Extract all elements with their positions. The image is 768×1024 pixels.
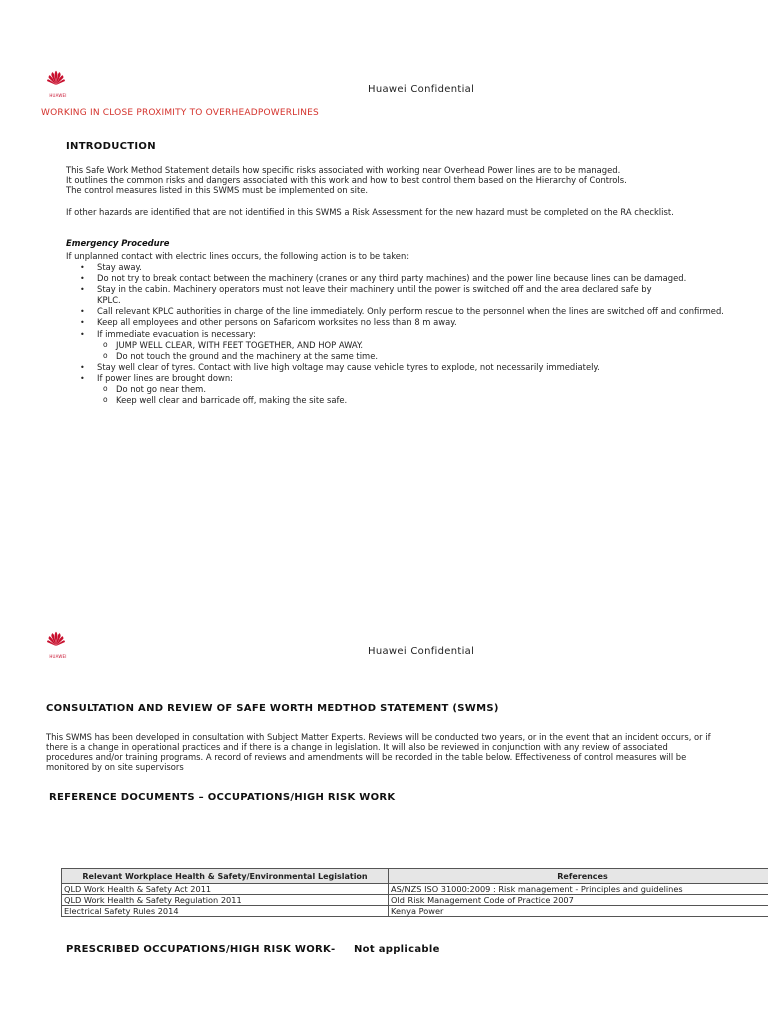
consultation-paragraph: [46, 732, 711, 772]
list-item: • Keep all employees and other persons on Safaricom worksites no less than 8 m away.: [64, 317, 764, 328]
reference-heading: REFERENCE DOCUMENTS – OCCUPATIONS/HIGH RISK WORK: [49, 792, 396, 803]
huawei-logo: [46, 628, 70, 659]
table-cell: AS/NZS ISO 31000:2009 : Risk management - Principles and guidelines: [389, 884, 768, 895]
sub-list-item: o Keep well clear and barricade off, making the site safe.: [64, 395, 764, 406]
list-item: • Stay away.: [64, 262, 764, 273]
consultation-line: monitored by on site supervisors: [46, 762, 184, 772]
table-cell: Old Risk Management Code of Practice 2007: [389, 895, 768, 906]
table-row: [62, 906, 768, 917]
table-cell: QLD Work Health & Safety Regulation 2011: [62, 895, 389, 906]
intro-paragraph: [66, 165, 627, 195]
emergency-list: [64, 262, 764, 406]
list-item-continuation: KPLC.: [97, 295, 121, 306]
intro-line: The control measures listed in this SWMS must be implemented on site.: [66, 185, 369, 195]
consultation-heading: CONSULTATION AND REVIEW OF SAFE WORTH MEDTHOD STATEMENT (SWMS): [46, 703, 499, 714]
huawei-logo: [46, 67, 70, 98]
consultation-line: procedures and/or training programs. A record of reviews and amendments will be recorded in the table below. Effectiveness of control measures will be: [46, 752, 687, 762]
table-cell: QLD Work Health & Safety Act 2011: [62, 884, 389, 895]
prescribed-value: Not applicable: [354, 944, 440, 955]
emergency-intro: If unplanned contact with electric lines occurs, the following action is to be taken:: [66, 251, 410, 261]
huawei-logo-icon: [46, 628, 66, 650]
prescribed-occupations-label: PRESCRIBED OCCUPATIONS/HIGH RISK WORK: [66, 944, 332, 955]
sub-list-item: o JUMP WELL CLEAR, WITH FEET TOGETHER, AND HOP AWAY.: [64, 340, 764, 351]
other-hazards-paragraph: If other hazards are identified that are not identified in this SWMS a Risk Assessment for the new hazard must be completed on the RA checklist.: [66, 207, 674, 217]
intro-line: It outlines the common risks and dangers associated with this work and how to best control them based on the Hierarchy of Controls.: [66, 175, 627, 185]
logo-text: HUAWEI: [49, 654, 67, 659]
table-cell: Kenya Power: [389, 906, 768, 917]
page-header-confidential: Huawei Confidential: [368, 646, 475, 657]
huawei-logo-icon: [46, 67, 66, 89]
sub-list-item: o Do not go near them.: [64, 384, 764, 395]
column-header: References: [389, 869, 768, 884]
document-title: WORKING IN CLOSE PROXIMITY TO OVERHEADPOWERLINES: [41, 108, 319, 118]
logo-text: HUAWEI: [49, 93, 67, 98]
consultation-line: This SWMS has been developed in consultation with Subject Matter Experts. Reviews will be conducted two years, or in the event that an incident occurs, or if: [46, 732, 711, 742]
list-item: • If power lines are brought down:: [64, 373, 764, 384]
intro-line: This Safe Work Method Statement details how specific risks associated with working near Overhead Power lines are to be managed.: [66, 165, 621, 175]
emergency-heading: Emergency Procedure: [66, 238, 170, 248]
list-item: • If immediate evacuation is necessary:: [64, 329, 764, 340]
table-row: [62, 884, 768, 895]
list-item: • Stay well clear of tyres. Contact with live high voltage may cause vehicle tyres to explode, not necessarily immediately.: [64, 362, 764, 373]
list-item: • Do not try to break contact between the machinery (cranes or any third party machines) and the power line because lines can be damaged.: [64, 273, 764, 284]
column-header: Relevant Workplace Health & Safety/Environmental Legislation: [62, 869, 389, 884]
table-row: [62, 895, 768, 906]
page-header-confidential: Huawei Confidential: [368, 84, 475, 95]
intro-heading: INTRODUCTION: [66, 141, 156, 152]
reference-table: [61, 868, 768, 917]
table-header-row: [62, 869, 768, 884]
consultation-line: there is a change in operational practices and if there is a change in legislation. It will also be reviewed in conjunction with any review of associated: [46, 742, 668, 752]
table-cell: Electrical Safety Rules 2014: [62, 906, 389, 917]
list-item: • Call relevant KPLC authorities in charge of the line immediately. Only perform rescue to the personnel when the lines are switched off and confirmed.: [64, 306, 764, 317]
list-item: • Stay in the cabin. Machinery operators must not leave their machinery until the power is switched off and the area declared safe by: [64, 284, 764, 295]
sub-list-item: o Do not touch the ground and the machinery at the same time.: [64, 351, 764, 362]
prescribed-dash: -: [331, 944, 336, 955]
